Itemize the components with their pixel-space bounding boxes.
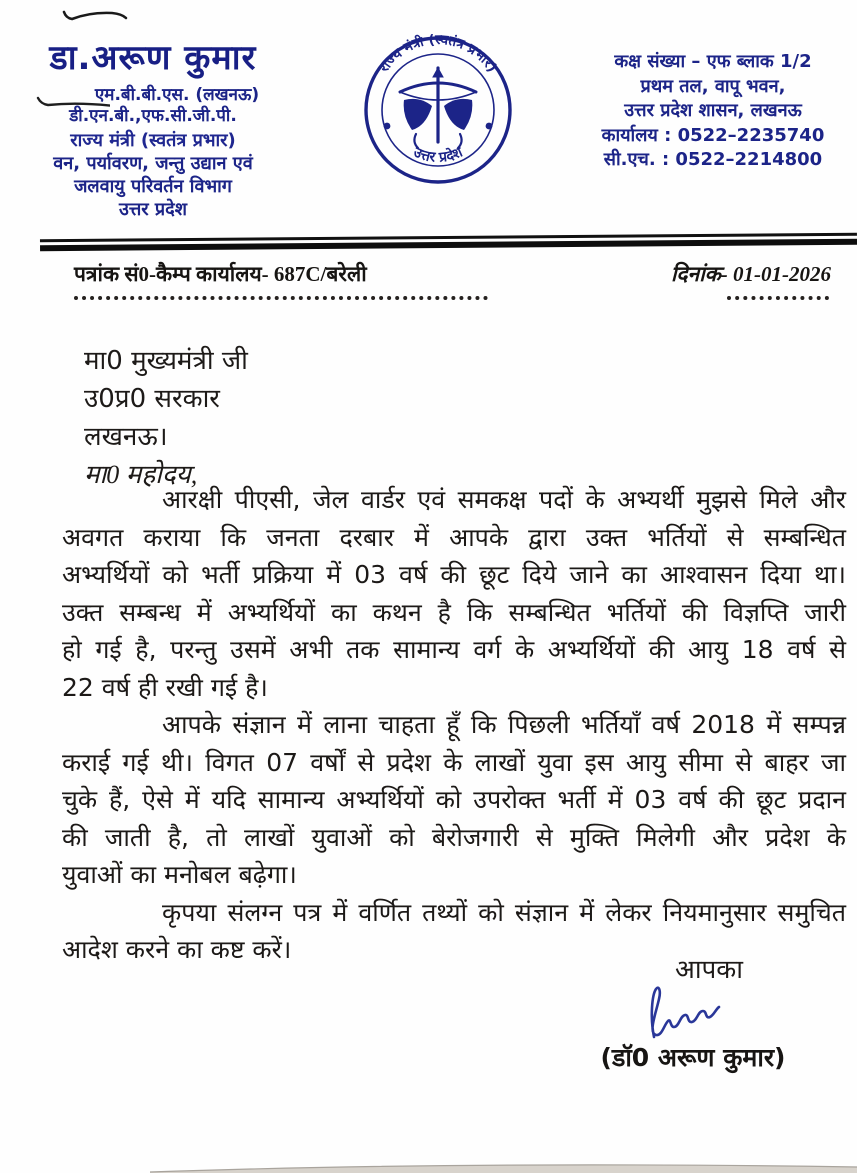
qualification-line1: एम.बी.बी.एस. (लखनऊ) [94,85,260,105]
para3-line2: आदेश करने का कष्ट करें। [62,935,292,964]
para2-line2: कराई गई थी। विगत 07 वर्षों से प्रदेश के लाखों युवा इस आयु सीमा से बाहर जा [62,747,846,777]
office-phone: कार्यालय : 0522–2235740 [601,124,825,146]
recipient-line3: लखनऊ। [84,422,168,452]
signature-scribble [640,983,730,1045]
seal-bottom-text: उत्तर प्रदेश [410,144,466,166]
department-line1: वन, पर्यावरण, जन्तु उद्यान एवं [53,153,253,174]
para1-line6: 22 वर्ष ही रखी गई है। [62,672,268,702]
para3-line1: कृपया संलग्न पत्र में वर्णित तथ्यों को संज्ञान में लेकर नियमानुसार समुचित [162,897,846,927]
reference-number-dotted-line [74,296,488,300]
office-floor: प्रथम तल, वापू भवन, [640,75,786,97]
recipient-line1: मा0 मुख्यमंत्री जी [84,346,248,376]
state-name: उत्तर प्रदेश [119,199,187,220]
seal-top-text: राज्य मंत्री (स्वतंत्र प्रभार) [376,31,500,76]
para2-line3: चुके हैं, ऐसे में यदि सामान्य अभ्यर्थियों को उपरोक्त भर्ती में 03 वर्ष की छूट प्रदान [62,785,846,814]
seal-left-dot [384,123,391,130]
ch-phone: सी.एच. : 0522–2214800 [603,149,823,170]
recipient-block [84,342,504,494]
para2-line4: की जाती है, तो लाखों युवाओं को बेरोजगारी से मुक्ति मिलेगी और प्रदेश के [62,822,846,852]
recipient-line2: उ0प्र0 सरकार [84,384,220,414]
paper-edge-shadow [0,1157,857,1173]
bow-arrow-fish-emblem [400,68,476,148]
para1-line1: आरक्षी पीएसी, जेल वार्डर एवं समकक्ष पदों के अभ्यर्थी मुझसे मिले और [162,485,846,514]
para1-line3: अभ्यर्थियों को भर्ती प्रक्रिया में 03 वर्ष की छूट दिये जाने का आश्वासन दिया था। [62,560,846,589]
up-state-emblem-seal [360,30,516,188]
signatory-name: (डॉ0 अरूण कुमार) [600,1043,786,1072]
para1-line2: अवगत कराया कि जनता दरबार में आपके द्वारा उक्त भर्तियों से सम्बन्धित [62,522,846,552]
date-dotted-line [727,296,829,300]
pen-mark-top [60,2,130,24]
office-govt: उत्तर प्रदेश शासन, लखनऊ [624,100,802,121]
minister-post: राज्य मंत्री (स्वतंत्र प्रभार) [70,130,236,151]
minister-name: डा.अरूण कुमार [49,38,257,78]
office-room: कक्ष संख्या – एफ ब्लाक 1/2 [614,51,812,72]
letter-date: दिनांक- 01-01-2026 [670,262,831,286]
seal-right-dot [486,123,493,130]
salutation: मा0 महोदय, [84,460,198,489]
letterhead-left-block [22,38,284,221]
letterhead-office-block [589,50,837,173]
valediction: आपका [674,955,743,985]
pen-underline-mark [34,92,110,110]
para1-line5: हो गई है, परन्तु उसमें अभी तक सामान्य वर्ग के अभ्यर्थियों की आयु 18 वर्ष से [62,635,846,664]
department-line2: जलवायु परिवर्तन विभाग [74,176,232,197]
reference-number: पत्रांक सं0-कैम्प कार्यालय- 687C/बरेली [74,262,367,286]
letter-body [62,481,846,969]
letterhead-divider-rule [40,233,857,251]
qualification-line2: डी.एन.बी.,एफ.सी.जी.पी. [69,106,237,126]
para2-line1: आपके संज्ञान में लाना चाहता हूँ कि पिछली भर्तियाँ वर्ष 2018 में सम्पन्न [162,710,846,739]
para2-line5: युवाओं का मनोबल बढ़ेगा। [62,860,297,889]
para1-line4: उक्त सम्बन्ध में अभ्यर्थियों का कथन है कि सम्बन्धित भर्तियों की विज्ञप्ति जारी [62,597,846,627]
